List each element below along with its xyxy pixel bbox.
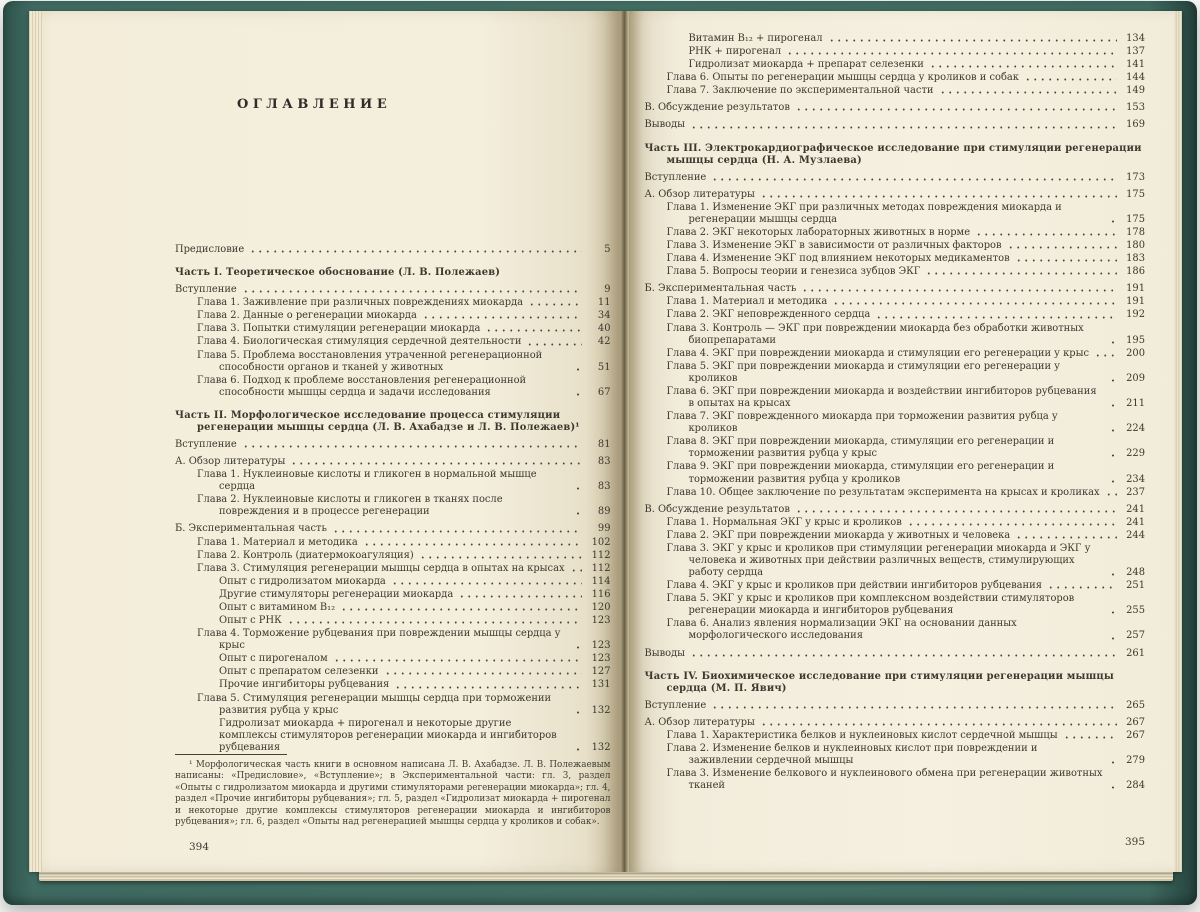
toc-page-number: 267 <box>1126 729 1145 741</box>
dot-leader <box>485 328 582 333</box>
toc-entry <box>644 189 1145 201</box>
toc-entry <box>644 85 1145 97</box>
toc-entry-text: Вступление <box>175 439 237 451</box>
toc-entry <box>175 537 610 549</box>
toc-entry-text: Глава 1. Изменение ЭКГ при различных методах повреждения миокарда и регенерации мышцы сердца <box>666 201 1062 225</box>
toc-entry-text: Глава 2. ЭКГ некоторых лабораторных животных в норме <box>666 227 971 239</box>
toc-page-number: 279 <box>1126 755 1145 767</box>
toc-entry-text: Глава 4. Изменение ЭКГ под влиянием некоторых медикаментов <box>666 253 1010 265</box>
toc-entry <box>644 172 1145 184</box>
toc-page-number: 200 <box>1126 347 1145 359</box>
dot-leader <box>333 658 583 663</box>
dot-leader <box>422 315 583 320</box>
toc-page-number: 123 <box>591 653 611 665</box>
toc-page-number: 132 <box>591 704 611 716</box>
toc-page-number: 83 <box>597 481 611 493</box>
toc-entry-text: Опыт с пирогеналом <box>219 653 328 665</box>
toc-entry-text: Предисловие <box>175 244 245 255</box>
footnote-rule <box>175 754 287 755</box>
toc-page-number: 261 <box>1126 647 1145 659</box>
toc-entry-text: Глава 4. ЭКГ при повреждении миокарда и стимуляции его регенерации у крыс <box>666 347 1090 359</box>
dot-leader <box>249 249 582 254</box>
dot-leader <box>690 125 1117 130</box>
toc-page-number: 241 <box>1126 516 1145 528</box>
toc-page-number: 191 <box>1126 283 1145 295</box>
toc-entry-text: Глава 1. Нормальная ЭКГ у крыс и кроликов <box>666 516 902 528</box>
toc-part-heading <box>644 143 1145 167</box>
toc-entry <box>644 33 1145 45</box>
toc-page-number: 209 <box>1126 372 1145 384</box>
toc-entry-text: А. Обзор литературы <box>175 456 286 468</box>
dot-leader <box>242 444 583 449</box>
toc-entry-text: Опыт с витамином В₁₂ <box>219 601 336 613</box>
toc-entry <box>644 530 1145 542</box>
dot-leader <box>574 645 582 650</box>
toc-entry-text: Опыт с препаратом селезенки <box>219 666 379 678</box>
toc-page-number: 99 <box>597 523 611 535</box>
dot-leader <box>1105 492 1117 497</box>
toc-entry-text: Выводы <box>644 647 686 659</box>
toc-entry-text: Глава 5. ЭКГ у крыс и кроликов при комплексном воздействии стимуляторов регенерации миокарда и ингибиторов рубцевания <box>666 593 1075 617</box>
dot-leader <box>801 288 1117 293</box>
dot-leader <box>711 705 1117 710</box>
toc-entry <box>644 253 1145 265</box>
right-page-content <box>644 33 1145 848</box>
toc-page-number: 191 <box>1126 296 1145 308</box>
toc-entry-text: Глава 5. Вопросы теории и генезиса зубцов ЭКГ <box>666 266 921 278</box>
dot-leader <box>929 64 1117 69</box>
dot-leader <box>391 581 583 586</box>
toc-entry <box>175 336 610 348</box>
toc-entry-text: Глава 2. ЭКГ при повреждении миокарда у животных и человека <box>666 529 1011 541</box>
toc-entry <box>175 456 610 468</box>
right-page <box>629 11 1182 872</box>
toc-entry-text: Глава 3. Изменение ЭКГ в зависимости от различных факторов <box>666 240 1002 252</box>
toc-page-number: 116 <box>591 588 611 600</box>
dot-leader <box>795 107 1117 112</box>
toc-page-number: 11 <box>597 297 611 309</box>
toc-entry <box>644 348 1145 360</box>
toc-page-number: 123 <box>591 615 611 627</box>
toc-entry <box>644 618 1145 642</box>
dot-leader <box>332 529 583 534</box>
toc-entry <box>175 679 610 691</box>
toc-page-number: 81 <box>597 439 611 451</box>
toc-entry-text: Глава 5. Проблема восстановления утраченной регенерационной способности органов и тканей у животных <box>197 349 543 373</box>
toc-entry-text: Глава 10. Общее заключение по результатам эксперимента на крысах и кроликах <box>666 486 1100 498</box>
toc-entry <box>175 589 610 601</box>
toc-entry <box>175 602 610 614</box>
toc-entry-text: Глава 1. Материал и методика <box>197 536 358 548</box>
toc-entry <box>175 297 610 309</box>
dot-leader <box>528 302 582 307</box>
toc-entry-text: Опыт с гидролизатом миокарда <box>219 575 386 587</box>
toc-entry <box>644 296 1145 308</box>
dot-leader <box>363 542 583 547</box>
toc-part-heading <box>175 410 610 434</box>
toc-entry <box>175 323 610 335</box>
toc-entry-text: Глава 3. ЭКГ у крыс и кроликов при стимуляции регенерации миокарда и ЭКГ у человека и животных при действии различных веществ, стимулирующих работу сердца <box>666 542 1091 579</box>
toc-entry <box>644 72 1145 84</box>
footnote: ¹ Морфологическая часть книги в основном написана Л. В. Ахабадзе. Л. В. Полежаевым написаны: «Предисловие», «Вступление»; в Экспериментальной части: гл. 3, раздел «Опыты с гидролизатом миокарда и другими стимуляторами регенерации миокарда»; гл. 4, раздел «Прочие ингибиторы рубцевания»; гл. 5, раздел «Гидролизат миокарда + пирогенал и некоторые другие комплексы стимуляторов регенерации миокарда и ингибиторов рубцевания»; гл. 6, раздел «Опыты над регенерацией мышцы сердца у кроликов и собак». <box>175 759 611 827</box>
toc-entry <box>644 517 1145 529</box>
toc-entry <box>175 350 610 374</box>
toc-entry <box>175 693 610 717</box>
toc-entry-text: Глава 2. Контроль (диатермокоагуляция) <box>197 549 414 561</box>
toc-entry <box>175 439 610 451</box>
toc-entry <box>175 666 610 678</box>
dot-leader <box>1109 636 1117 641</box>
toc-page-number: 241 <box>1126 503 1145 515</box>
toc-page-number: 127 <box>591 666 611 678</box>
toc-page-number: 132 <box>591 741 611 753</box>
toc-entry <box>175 494 610 518</box>
toc-entry <box>175 284 610 296</box>
toc-entry-text: Глава 2. Данные о регенерации миокарда <box>197 310 417 322</box>
toc-page-number: 134 <box>1126 33 1145 44</box>
left-page-content <box>175 71 611 854</box>
dot-leader <box>1109 479 1117 484</box>
toc-entry-text: Глава 1. Заживление при различных повреждениях миокарда <box>197 297 524 309</box>
toc-entry-text: РНК + пирогенал <box>688 46 782 58</box>
dot-leader <box>1109 785 1117 790</box>
toc-entry-text: Глава 3. Изменение белкового и нуклеинового обмена при регенерации животных тканей <box>666 768 1103 792</box>
dot-leader <box>1094 353 1117 358</box>
dot-leader <box>574 747 582 752</box>
dot-leader <box>1109 428 1117 433</box>
toc-page-number: 244 <box>1126 529 1145 541</box>
toc-entry-text: Глава 7. ЭКГ поврежденного миокарда при торможении развития рубца у кроликов <box>666 411 1058 435</box>
toc-page-number: 237 <box>1126 486 1145 498</box>
toc-page-number: 67 <box>597 386 611 398</box>
toc-entry-text: Вступление <box>644 171 707 183</box>
dot-leader <box>760 194 1117 199</box>
dot-leader <box>975 232 1117 237</box>
toc-entry-text: Часть IV. Биохимическое исследование при стимуляции регенерации мышцы сердца (М. П. Явич) <box>644 670 1115 694</box>
toc-page-number: 123 <box>591 640 611 652</box>
toc-entry <box>175 563 610 575</box>
toc-page-number: 149 <box>1126 85 1145 97</box>
dot-leader <box>1015 258 1117 263</box>
toc-page-number: 265 <box>1126 699 1145 711</box>
dot-leader <box>1109 219 1117 224</box>
toc-page-number: 248 <box>1126 567 1145 579</box>
toc-entry <box>644 386 1145 410</box>
toc-page-number: 112 <box>591 562 611 574</box>
toc-entry <box>644 700 1145 712</box>
dot-leader <box>1109 453 1117 458</box>
toc-page-number: 211 <box>1126 398 1145 410</box>
toc-page-number: 175 <box>1126 188 1145 200</box>
dot-leader <box>570 568 583 573</box>
toc-entry-text: Глава 6. ЭКГ при повреждении миокарда и воздействии ингибиторов рубцевания в опытах на крысах <box>666 385 1097 410</box>
toc-entry-text: Глава 1. Материал и методика <box>666 296 828 308</box>
toc-entry <box>644 227 1145 239</box>
toc-page-number: 175 <box>1126 213 1145 225</box>
toc-page-number: 131 <box>591 679 611 691</box>
footnote-block <box>175 754 610 829</box>
toc-entry-text: Глава 2. ЭКГ неповрежденного сердца <box>666 309 871 321</box>
dot-leader <box>419 555 583 560</box>
dot-leader <box>925 271 1117 276</box>
toc-entry-text: А. Обзор литературы <box>644 716 755 728</box>
toc-entry-text: Глава 3. Стимуляция регенерации мышцы сердца в опытах на крысах <box>197 562 565 574</box>
toc-entry-text: А. Обзор литературы <box>644 188 755 200</box>
toc-entry-text: Опыт с РНК <box>219 615 282 627</box>
toc-entry-text: Б. Экспериментальная часть <box>175 523 327 535</box>
dot-leader <box>1109 403 1117 408</box>
toc-right <box>644 33 1145 792</box>
toc-page-number: 83 <box>597 456 611 468</box>
toc-entry-text: Глава 8. ЭКГ при повреждении миокарда, стимуляции его регенерации и торможении развития рубца у крыс <box>666 436 1055 460</box>
dot-leader <box>574 511 582 516</box>
toc-page-number: 192 <box>1126 309 1145 321</box>
toc-entry <box>644 309 1145 321</box>
toc-entry <box>175 244 610 256</box>
dot-leader <box>458 594 582 599</box>
toc-left <box>175 244 610 754</box>
toc-entry <box>644 411 1145 435</box>
dot-leader <box>1109 378 1117 383</box>
toc-entry-text: Глава 4. Биологическая стимуляция сердечной деятельности <box>197 336 522 348</box>
toc-page-number: 255 <box>1126 605 1145 617</box>
toc-page-number: 257 <box>1126 630 1145 642</box>
dot-leader <box>384 671 583 676</box>
toc-entry <box>175 375 610 399</box>
dot-leader <box>690 653 1117 658</box>
toc-entry <box>644 266 1145 278</box>
toc-entry <box>175 653 610 665</box>
dot-leader <box>939 90 1117 95</box>
toc-entry-text: Глава 5. Стимуляция регенерации мышцы сердца при торможении развития рубца у крыс <box>197 692 552 716</box>
toc-entry <box>644 768 1145 792</box>
toc-entry-text: Прочие ингибиторы рубцевания <box>219 679 390 691</box>
toc-page-number: 229 <box>1126 448 1145 460</box>
toc-page-number: 112 <box>591 549 611 561</box>
toc-entry <box>644 46 1145 58</box>
dot-leader <box>1015 535 1117 540</box>
toc-page-number: 114 <box>591 575 611 587</box>
dot-leader <box>786 51 1117 56</box>
dot-leader <box>1024 77 1117 82</box>
toc-entry <box>175 718 610 754</box>
toc-entry <box>175 310 610 322</box>
toc-part-heading <box>644 671 1145 695</box>
toc-entry-text: Глава 4. ЭКГ у крыс и кроликов при действии ингибиторов рубцевания <box>666 580 1042 592</box>
toc-entry <box>644 743 1145 767</box>
toc-entry-text: Глава 7. Заключение по экспериментальной части <box>666 85 934 97</box>
dot-leader <box>1007 245 1117 250</box>
dot-leader <box>1109 340 1117 345</box>
dot-leader <box>1063 735 1117 740</box>
toc-page-number: 251 <box>1126 580 1145 592</box>
book-pages <box>29 11 1182 872</box>
toc-page-number: 267 <box>1126 716 1145 728</box>
page-title: ОГЛАВЛЕНИЕ <box>237 97 392 112</box>
toc-page-number: 234 <box>1126 473 1145 485</box>
dot-leader <box>242 289 583 294</box>
toc-entry-text: Глава 6. Опыты по регенерации мышцы сердца у кроликов и собак <box>666 72 1019 84</box>
dot-leader <box>340 607 582 612</box>
toc-entry-text: Глава 6. Анализ явления нормализации ЭКГ на основании данных морфологического исследования <box>666 618 1017 642</box>
toc-page-number: 51 <box>597 361 611 373</box>
toc-entry <box>644 102 1145 114</box>
toc-page-number: 9 <box>604 284 611 296</box>
toc-entry <box>644 504 1145 516</box>
toc-entry-text: Глава 3. Попытки стимуляции регенерации миокарда <box>197 323 481 335</box>
toc-entry <box>644 119 1145 131</box>
toc-entry-text: Часть II. Морфологическое исследование процесса стимуляции регенерации мышцы сердца (Л. В. Ахабадзе и Л. В. Полежаев)¹ <box>175 409 580 433</box>
dot-leader <box>287 620 583 625</box>
toc-page-number: 169 <box>1126 119 1145 131</box>
dot-leader <box>711 177 1117 182</box>
toc-page-number: 120 <box>591 601 611 613</box>
toc-entry <box>644 59 1145 71</box>
toc-page-number: 180 <box>1126 240 1145 252</box>
toc-page-number: 42 <box>597 336 611 348</box>
toc-entry-text: Глава 2. Нуклеиновые кислоты и гликоген в тканях после повреждения и в процессе регенерации <box>197 494 503 518</box>
toc-entry-text: Глава 1. Нуклеиновые кислоты и гликоген в нормальной мышце сердца <box>197 469 537 493</box>
toc-entry-text: Глава 4. Торможение рубцевания при повреждении мышцы сердца у крыс <box>197 628 561 652</box>
toc-entry <box>644 730 1145 742</box>
dot-leader <box>526 342 582 347</box>
toc-page-number: 40 <box>597 323 611 335</box>
dot-leader <box>795 509 1117 514</box>
toc-entry-text: Часть I. Теоретическое обоснование (Л. В. Полежаев) <box>175 267 501 279</box>
toc-page-number: 183 <box>1126 253 1145 265</box>
toc-entry <box>175 576 610 588</box>
toc-entry-text: Глава 1. Характеристика белков и нуклеиновых кислот сердечной мышцы <box>666 729 1058 741</box>
toc-entry-text: Витамин В₁₂ + пирогенал <box>688 33 823 44</box>
toc-entry <box>644 361 1145 385</box>
toc-entry-text: Глава 3. Контроль — ЭКГ при повреждении миокарда без обработки животных биопрепаратами <box>666 322 1084 346</box>
toc-entry-text: Б. Экспериментальная часть <box>644 283 797 295</box>
toc-entry-text: Выводы <box>644 119 686 131</box>
toc-entry <box>644 487 1145 499</box>
toc-page-number: 284 <box>1126 780 1145 792</box>
dot-leader <box>574 392 582 397</box>
toc-entry <box>644 436 1145 460</box>
toc-entry-text: Вступление <box>644 699 707 711</box>
toc-entry-text: Гидролизат миокарда + пирогенал и некоторые другие комплексы стимуляторов регенерации миокарда и ингибиторов рубцевания <box>219 717 557 753</box>
toc-page-number: 178 <box>1126 227 1145 239</box>
toc-entry-text: В. Обсуждение результатов <box>644 503 790 515</box>
dot-leader <box>875 315 1117 320</box>
toc-entry-text: Часть III. Электрокардиографическое исследование при стимуляции регенерации мышцы сердца (Н. А. Музлаева) <box>644 142 1142 166</box>
toc-entry <box>175 615 610 627</box>
toc-entry <box>644 717 1145 729</box>
toc-entry <box>644 461 1145 485</box>
dot-leader <box>832 301 1117 306</box>
toc-page-number: 5 <box>604 244 611 255</box>
toc-page-number: 141 <box>1126 59 1145 71</box>
dot-leader <box>574 710 582 715</box>
toc-page-number: 153 <box>1126 102 1145 114</box>
toc-entry <box>175 550 610 562</box>
toc-entry-text: В. Обсуждение результатов <box>644 102 790 114</box>
toc-page-number: 34 <box>597 310 611 322</box>
toc-entry <box>644 283 1145 295</box>
toc-entry <box>644 593 1145 617</box>
dot-leader <box>1109 610 1117 615</box>
toc-entry-text: Гидролизат миокарда + препарат селезенки <box>688 59 924 71</box>
toc-entry-text: Глава 9. ЭКГ при повреждении миокарда, стимуляции его регенерации и торможении развития рубца у кроликов <box>666 461 1055 485</box>
toc-page-number: 224 <box>1126 423 1145 435</box>
toc-entry-text: Другие стимуляторы регенерации миокарда <box>219 588 454 600</box>
dot-leader <box>1047 585 1117 590</box>
dot-leader <box>760 722 1117 727</box>
toc-entry-text: Глава 6. Подход к проблеме восстановления регенерационной способности мышцы сердца и задачи исследования <box>197 374 527 398</box>
toc-entry-text: Глава 2. Изменение белков и нуклеиновых кислот при повреждении и заживлении сердечной мышцы <box>666 742 1038 767</box>
dot-leader <box>574 486 582 491</box>
toc-entry-text: Вступление <box>175 284 237 296</box>
toc-entry <box>175 628 610 652</box>
toc-entry <box>175 469 610 493</box>
toc-page-number: 89 <box>597 506 611 518</box>
toc-page-number: 102 <box>591 536 611 548</box>
toc-part-heading <box>175 267 610 279</box>
page-number-right: 395 <box>1124 836 1145 848</box>
toc-page-number: 195 <box>1126 334 1145 346</box>
book-gutter <box>620 11 629 872</box>
book-cover <box>3 1 1197 905</box>
dot-leader <box>1109 572 1117 577</box>
dot-leader <box>290 461 582 466</box>
toc-entry <box>644 648 1145 660</box>
toc-page-number: 173 <box>1126 171 1145 183</box>
dot-leader <box>1109 760 1117 765</box>
dot-leader <box>907 522 1117 527</box>
toc-entry <box>175 523 610 535</box>
toc-page-number: 186 <box>1126 266 1145 278</box>
page-number-left: 394 <box>189 841 210 854</box>
dot-leader <box>394 685 582 690</box>
toc-entry-text: Глава 5. ЭКГ при повреждении миокарда и стимуляции его регенерации у кроликов <box>666 360 1060 384</box>
toc-entry <box>644 543 1145 579</box>
dot-leader <box>574 367 582 372</box>
toc-entry <box>644 580 1145 592</box>
toc-page-number: 137 <box>1126 46 1145 58</box>
toc-page-number: 144 <box>1126 72 1145 84</box>
toc-entry <box>644 202 1145 226</box>
left-page <box>29 11 620 872</box>
toc-entry <box>644 240 1145 252</box>
toc-entry <box>644 323 1145 347</box>
dot-leader <box>828 38 1117 43</box>
